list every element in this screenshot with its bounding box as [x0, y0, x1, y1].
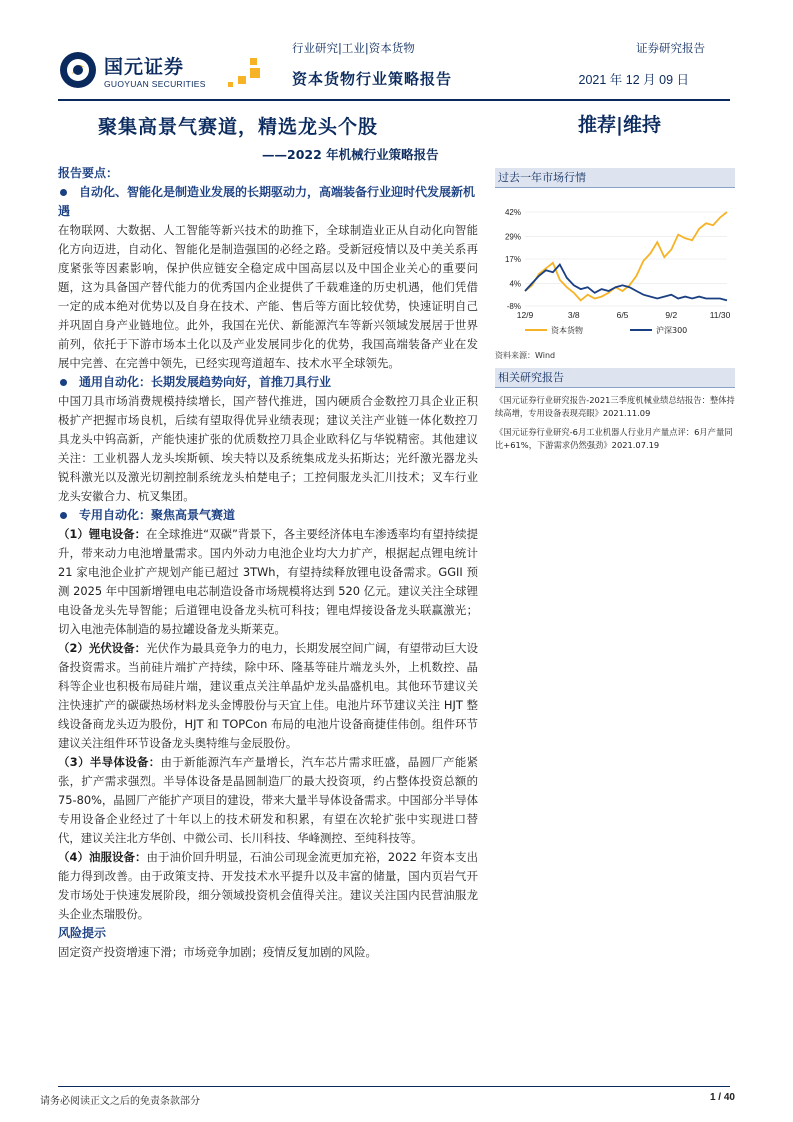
key-point-3 [58, 506, 478, 525]
paragraph-1: 在物联网、大数据、人工智能等新兴技术的助推下，全球制造业正从自动化向智能化方向迈进，自动化、智能化是制造强国的必经之路。受新冠疫情以及中美关系再度紧张等因素影响，保护供应链安全稳定成中国高层以及中国企业关心的重要问题，这为具备国产替代能力的优秀国内企业提供了千载难逢的历史机遇，他们凭借一定的成本绝对优势以及自身在技术、产能、售后等方面比较优势，快速证明自己并巩固自身产业链地位。此外，我国在光伏、新能源汽车等新兴领域发展居于世界前列，依托于下游市场本土化以及产业发展同步化的优势，我国高端装备产业在发展中完善、在完善中领先，已经实现弯道超车、技术水平全球领先。 [58, 223, 478, 370]
page-subtitle: ——2022 年机械行业策略报告 [262, 147, 439, 162]
company-logo [58, 50, 206, 90]
x-tick-label: 3/8 [567, 310, 580, 320]
market-chart [495, 188, 735, 348]
risk-text: 固定资产投资增速下滑；市场竞争加剧；疫情反复加剧的风险。 [58, 945, 377, 959]
market-line-chart [495, 188, 735, 348]
y-tick-label: 29% [504, 232, 521, 242]
x-tick-label: 9/2 [665, 310, 678, 320]
sub-item-label: （1）锂电设备： [58, 527, 147, 541]
bullet-dot-icon [60, 189, 67, 196]
page-title: 聚集高景气赛道，精选龙头个股 [98, 116, 379, 138]
report-name: 资本货物行业策略报告 [292, 70, 453, 88]
legend-label: 沪深300 [656, 326, 688, 335]
y-tick-label: 17% [504, 255, 521, 264]
y-tick-label: 4% [509, 279, 521, 289]
sub-item-text: 光伏作为最具竞争力的电力，长期发展空间广阔，有望带动巨大设备投资需求。当前硅片端扩产持续，除中环、隆基等硅片端龙头外，上机数控、晶科等企业也积极布局硅片端，建议重点关注单晶炉龙头晶盛机电。其他环节建议关注快速扩产的碳碳热场材料龙头金博股份与天宜上佳。电池片环节建议关注 HJT 整线设备商龙头迈为股份，HJT 和 TOPCon 布局的电池片设备商捷佳伟创。组件环节建议关注组件环节设备龙头奥特维与金辰股份。 [58, 641, 478, 750]
document-type: 证券研究报告 [636, 41, 705, 55]
legend-label: 资本货物 [551, 326, 583, 335]
logo-emblem-icon [58, 50, 98, 90]
y-tick-label: -8% [506, 302, 521, 311]
x-tick-label: 6/5 [616, 310, 629, 320]
paragraph-2: 中国刀具市场消费规模持续增长，国产替代推进，国内硬质合金数控刀具企业正积极扩产把握市场良机，后续有望取得优异业绩表现；建议关注产业链一体化数控刀具龙头中钨高新，产能快速扩张的优质数控刀具企业欧科亿与华锐精密。其他建议关注：工业机器人龙头埃斯顿、埃夫特以及系统集成龙头拓斯达；光纤激光器龙头锐科激光以及激光切割控制系统龙头柏楚电子；工控伺服龙头汇川技术；叉车行业龙头安徽合力、杭叉集团。 [58, 394, 478, 503]
report-date: 2021 年 12 月 09 日 [578, 73, 689, 87]
key-point-1 [58, 183, 478, 221]
market-chart-header: 过去一年市场行情 [495, 168, 735, 188]
page-number: 1 / 40 [709, 1092, 735, 1103]
key-point-1-text: 自动化、智能化是制造业发展的长期驱动力，高端装备行业迎时代发展新机遇 [58, 185, 476, 218]
footer-divider [58, 1086, 730, 1087]
footer-disclaimer: 请务必阅读正文之后的免责条款部分 [40, 1096, 200, 1107]
bullet-dot-icon [60, 379, 67, 386]
x-tick-label: 11/30 [709, 310, 731, 320]
related-report-item[interactable]: 《国元证券行业研究-6月工业机器人行业月产量点评：6月产量同比+61%，下游需求仍然强劲》2021.07.19 [495, 427, 733, 450]
sub-item-text: 由于新能源汽车产量增长，汽车芯片需求旺盛，晶圆厂产能紧张，扩产需求强烈。半导体设备是晶圆制造厂的最大投资项，约占整体投资总额的 75-80%，晶圆厂产能扩产项目的建设，带来大量半导体设备需求。中国部分半导体专用设备企业经过了十年以上的技术研发和积累，有望在次轮扩张中实现进口替代，建议关注北方华创、中微公司、长川科技、华峰测控、至纯科技等。 [58, 755, 478, 845]
risk-label: 风险提示 [58, 926, 107, 940]
key-point-2-text: 通用自动化：长期发展趋势向好，首推刀具行业 [79, 375, 332, 389]
main-column [58, 164, 478, 962]
key-point-2 [58, 373, 478, 392]
logo-name-en: GUOYUAN SECURITIES [104, 78, 206, 89]
sub-item-lithium [58, 525, 478, 639]
related-report-item[interactable]: 《国元证券行业研究报告-2021三季度机械业绩总结报告：整体持续高增，专用设备表现亮眼》2021.11.09 [495, 395, 735, 418]
sidebar [495, 168, 735, 452]
x-tick-label: 12/9 [516, 310, 534, 320]
series-line [525, 265, 727, 301]
y-tick-label: 42% [504, 208, 521, 217]
logo-name-cn: 国元证券 [104, 55, 185, 78]
bullet-dot-icon [60, 512, 67, 519]
sub-item-label: （2）光伏设备： [58, 641, 147, 655]
logo-squares-icon [228, 58, 264, 88]
sub-item-oil-service [58, 848, 478, 924]
page-header [30, 28, 763, 98]
summary-label: 报告要点： [58, 166, 119, 180]
sub-item-text: 由于油价回升明显，石油公司现金流更加充裕，2022 年资本支出能力得到改善。由于政策支持、开发技术水平提升以及丰富的储量，国内页岩气开发市场处于快速发展阶段，细分领域投资机会值得关注。建议关注国内民营油服龙头企业杰瑞股份。 [58, 850, 478, 921]
key-point-3-text: 专用自动化：聚焦高景气赛道 [79, 508, 236, 522]
sub-item-label: （3）半导体设备： [58, 755, 161, 769]
chart-source: 资料来源：Wind [495, 351, 556, 360]
sub-item-semiconductor [58, 753, 478, 848]
header-divider [58, 99, 730, 101]
report-category: 行业研究|工业|资本货物 [292, 41, 415, 55]
sub-item-photovoltaic [58, 639, 478, 753]
sub-item-text: 在全球推进“双碳”背景下，各主要经济体电车渗透率均有望持续提升，带来动力电池增量需求。国内外动力电池企业均大力扩产，根据起点锂电统计 21 家电池企业扩产规划产能已超过 3TWh，有望持续释放锂电设备需求。GGII 预测 2025 年中国新增锂电电芯制造设备市场规模将达到 520 亿元。建议关注全球锂电设备龙头先导智能；后道锂电设备龙头杭可科技；锂电焊接设备龙头联赢激光；切入电池壳体制造的易拉罐设备龙头斯莱克。 [58, 527, 478, 636]
rating-badge: 推荐|维持 [578, 114, 661, 136]
related-reports-header: 相关研究报告 [495, 368, 735, 388]
sub-item-label: （4）油服设备： [58, 850, 147, 864]
